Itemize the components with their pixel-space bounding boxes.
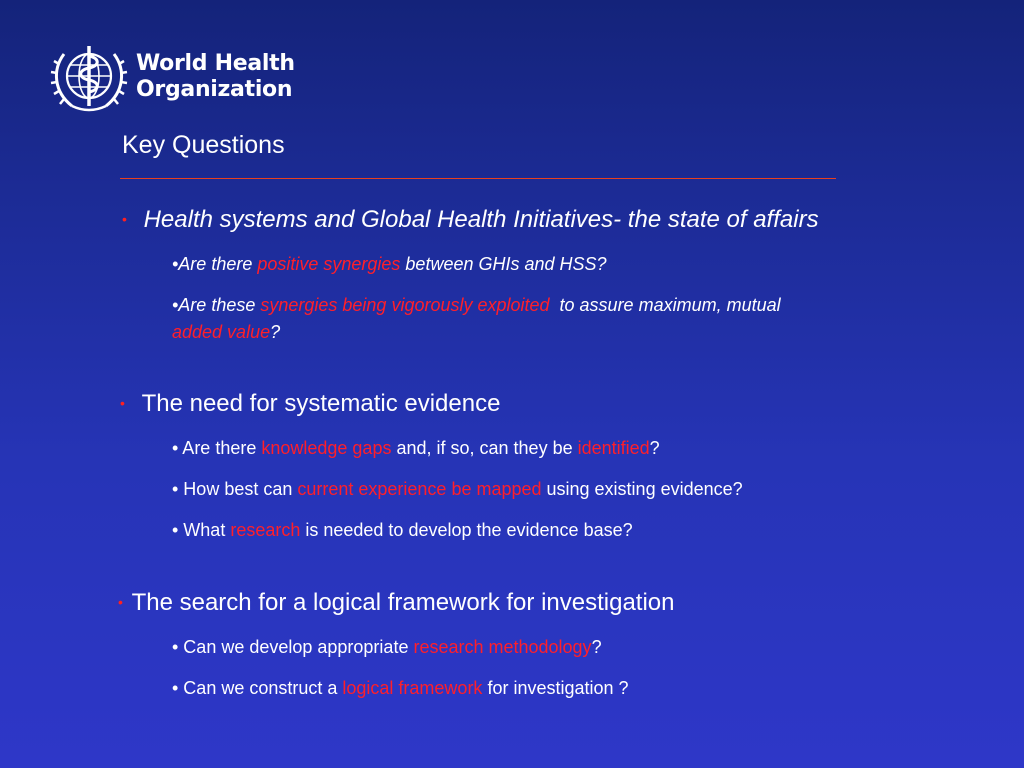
- section-2-item-1: [172, 435, 660, 462]
- item-highlight: positive synergies: [257, 254, 401, 274]
- item-text: ?: [270, 322, 281, 342]
- bullet-icon: •: [118, 594, 123, 610]
- item-text: is needed to develop the evidence base?: [300, 520, 633, 540]
- item-text: •Are there: [172, 254, 258, 274]
- section-2-item-3: [172, 517, 633, 544]
- section-1-item-1: [172, 251, 607, 278]
- logo-line-2: Organization: [136, 77, 293, 102]
- item-text: • Can we develop appropriate: [172, 637, 414, 657]
- item-text: using existing evidence?: [541, 479, 743, 499]
- who-logo: [50, 40, 295, 114]
- bullet-icon: •: [122, 211, 127, 227]
- title-divider: [120, 178, 836, 179]
- section-2-item-2: [172, 476, 743, 503]
- item-highlight: synergies being vigorously exploited: [260, 295, 550, 315]
- section-3-item-1: [172, 634, 602, 661]
- section-2-heading: [120, 390, 500, 418]
- item-highlight: current experience be mapped: [297, 479, 542, 499]
- item-text: • What: [172, 520, 231, 540]
- item-text: ?: [591, 637, 602, 657]
- item-highlight: identified: [577, 438, 650, 458]
- item-highlight: research methodology: [413, 637, 592, 657]
- bullet-icon: •: [120, 395, 125, 411]
- item-text: between GHIs and HSS?: [400, 254, 607, 274]
- section-1-heading-text: Health systems and Global Health Initiatives- the state of affairs: [143, 206, 819, 233]
- item-text: •Are these: [172, 295, 261, 315]
- section-1-heading: [122, 206, 819, 234]
- item-text: to assure maximum, mutual: [549, 295, 786, 315]
- item-text: • Are there: [172, 438, 262, 458]
- section-2-heading-text: The need for systematic evidence: [141, 390, 501, 417]
- item-text: • Can we construct a: [172, 678, 343, 698]
- section-3-heading-text: The search for a logical framework for investigation: [131, 589, 675, 616]
- item-text: ?: [649, 438, 660, 458]
- slide-title: Key Questions: [122, 131, 285, 159]
- section-1-item-2: [172, 292, 952, 346]
- item-text: and, if so, can they be: [391, 438, 578, 458]
- item-text: • How best can: [172, 479, 298, 499]
- item-highlight: added value: [172, 322, 271, 342]
- who-logo-text: [136, 51, 295, 103]
- section-3-item-2: [172, 675, 629, 702]
- item-text: for investigation ?: [482, 678, 629, 698]
- section-3-heading: [118, 589, 674, 617]
- logo-line-1: World Health: [136, 51, 295, 76]
- item-highlight: research: [230, 520, 301, 540]
- who-emblem-icon: [50, 40, 128, 114]
- item-highlight: knowledge gaps: [261, 438, 392, 458]
- item-highlight: logical framework: [342, 678, 483, 698]
